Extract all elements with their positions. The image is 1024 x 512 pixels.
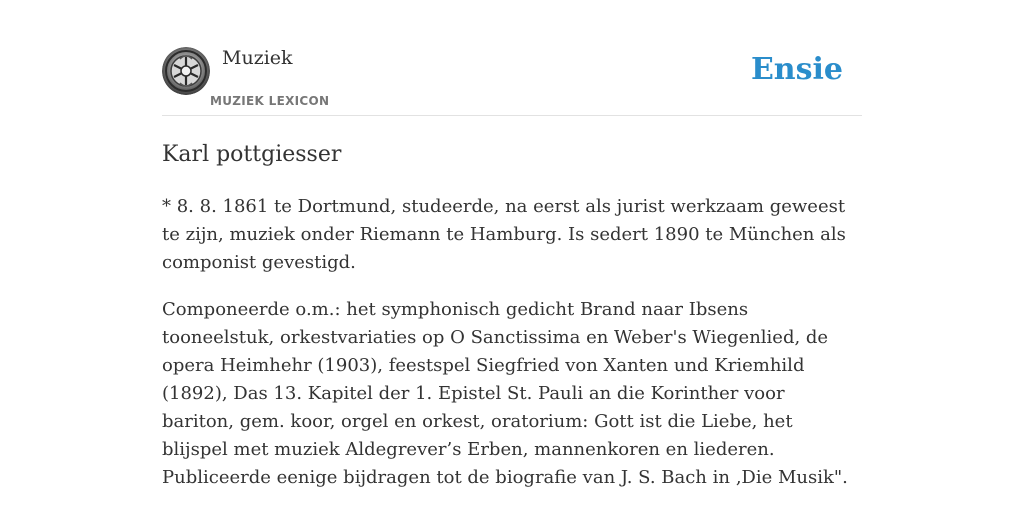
music-emblem-icon — [162, 47, 210, 95]
header — [162, 44, 862, 116]
paragraph-works: Componeerde o.m.: het symphonisch gedicht Brand naar Ibsens tooneelstuk, orkestvariaties op O Sanctissima en Weber's Wiegenlied, de opera Heimhehr (1903), feestspel Siegfried von Xanten und Kriemhild (1892), Das 13. Kapitel der 1. Epistel St. Pauli an die Korinther voor bariton, gem. koor, orgel en orkest, oratorium: Gott ist die Liebe, het blijspel met muziek Aldegrever’s Erben, mannenkoren en liederen. Publiceerde eenige bijdragen tot de biografie van J. S. Bach in ‚Die Musik". — [162, 299, 848, 488]
article-body — [162, 193, 862, 511]
brand-logo[interactable]: Ensie — [750, 52, 843, 87]
avatar[interactable] — [162, 47, 210, 95]
paragraph-biography: * 8. 8. 1861 te Dortmund, studeerde, na eerst als jurist werkzaam geweest te zijn, muziek onder Riemann te Hamburg. Is sedert 1890 te München als componist gevestigd. — [162, 196, 846, 273]
source-name[interactable]: Muziek — [222, 47, 293, 69]
page-title: Karl pottgiesser — [162, 142, 342, 167]
source-subtitle[interactable]: MUZIEK LEXICON — [210, 94, 330, 108]
header-divider — [162, 115, 862, 116]
